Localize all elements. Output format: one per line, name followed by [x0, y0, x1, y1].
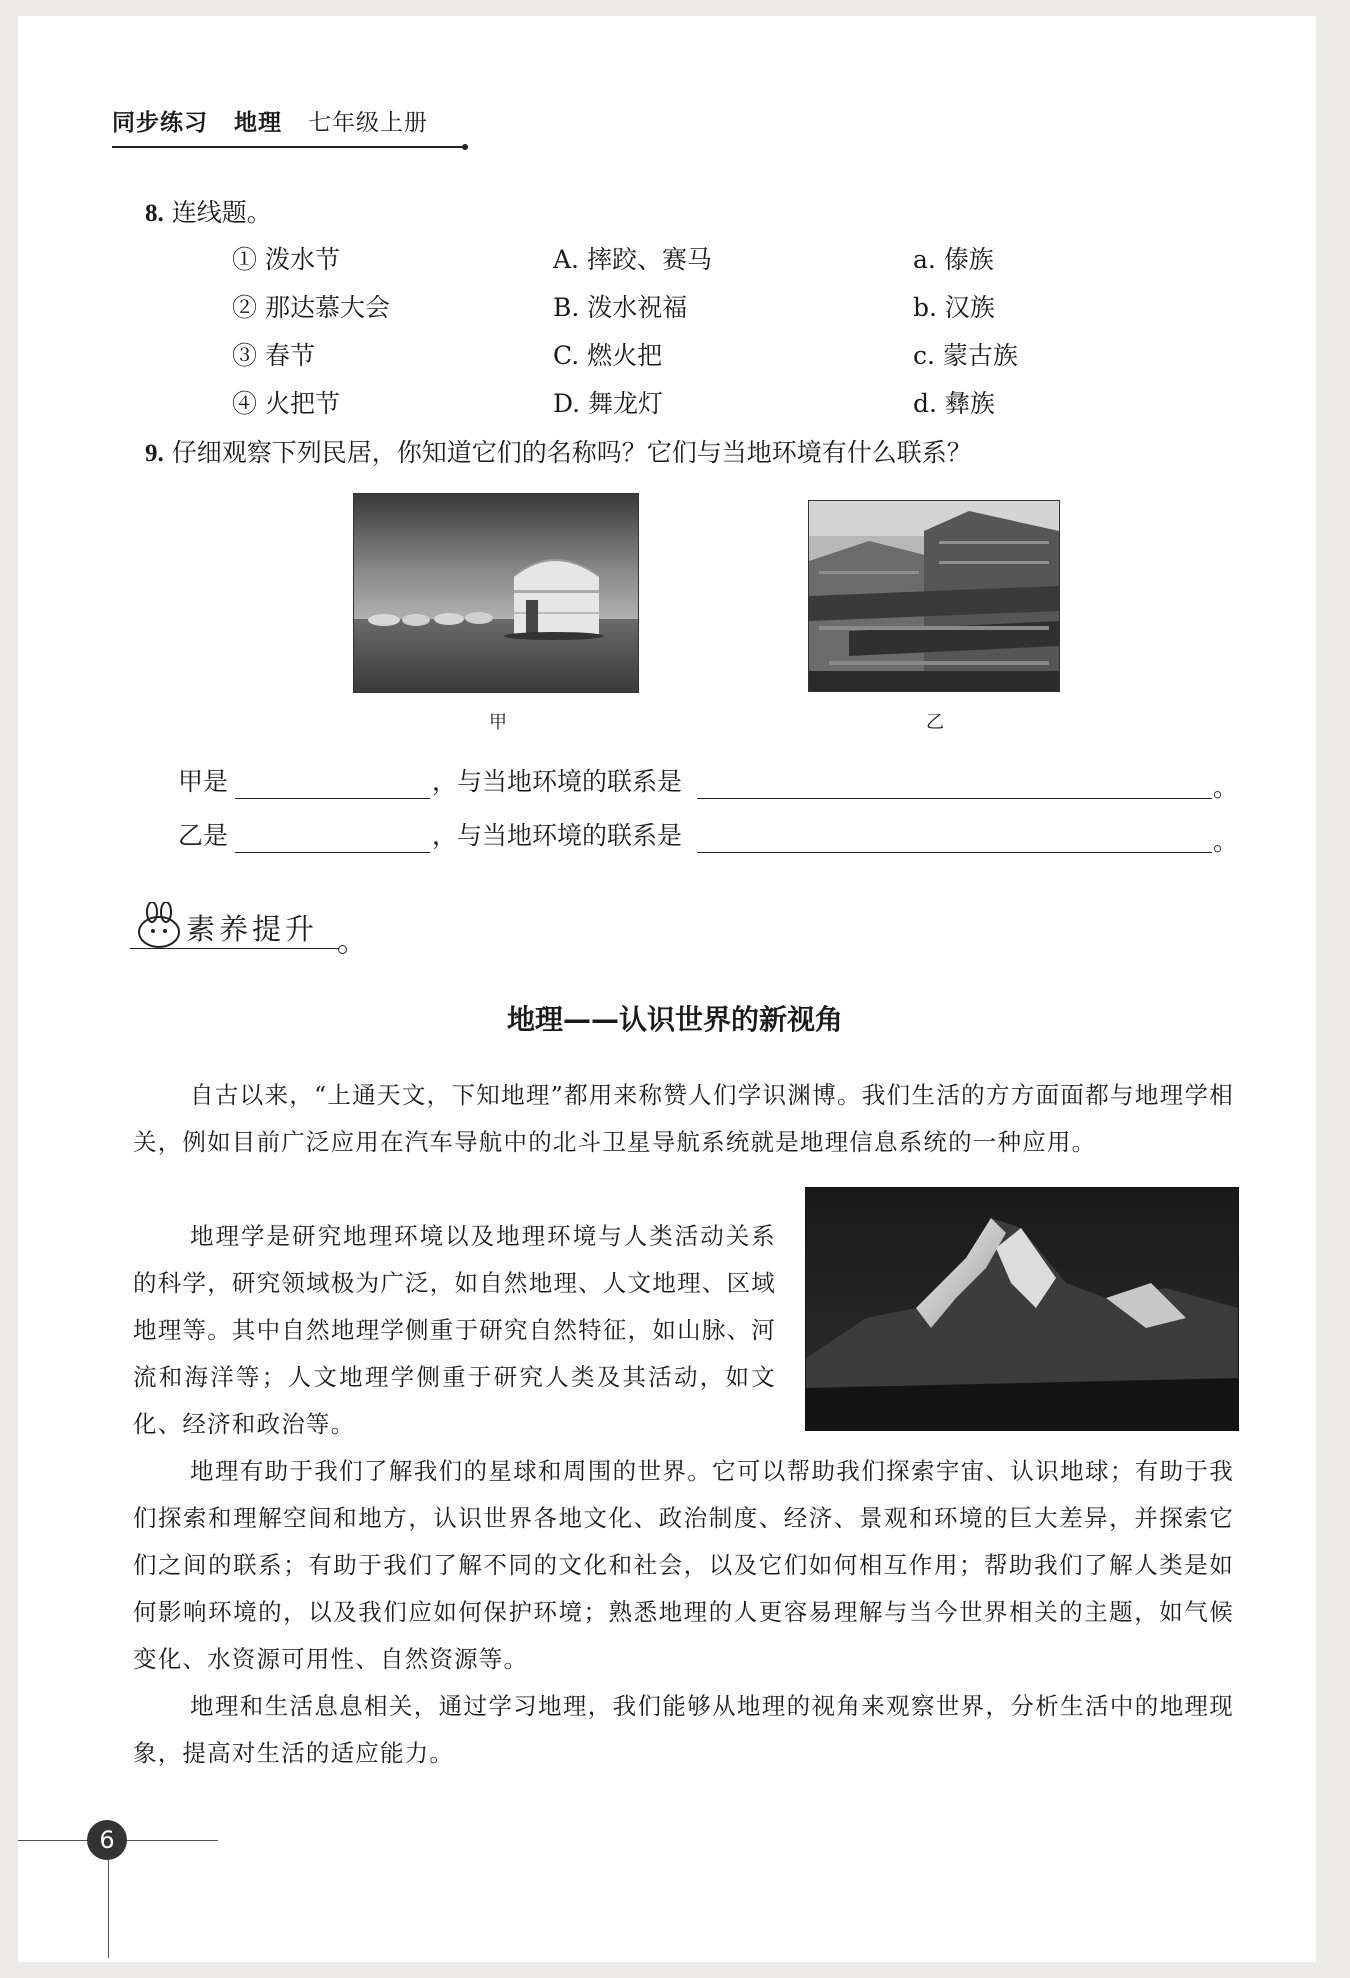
people-item: c. 蒙古族	[913, 341, 1018, 370]
article-paragraph-2: 地理学是研究地理环境以及地理环境与人类活动关系的科学，研究领域极为广泛，如自然地理、人文地理、区域地理等。其中自然地理学侧重于研究自然特征，如山脉、河流和海洋等；人文地理学侧重于研究人类及其活动，如文化、经济和政治等。	[133, 1222, 776, 1438]
header-rule-dot	[462, 144, 468, 150]
answer-a-label: 甲是	[178, 767, 229, 796]
festival-item: ① 泼水节	[232, 245, 340, 274]
footer-vertical-rule	[108, 1858, 109, 1958]
answer-b-label: 乙是	[178, 821, 229, 850]
tulou-photo	[808, 500, 1060, 692]
people-item: d. 彝族	[913, 389, 995, 418]
section-rule	[130, 948, 340, 949]
article-paragraph-3: 地理有助于我们了解我们的星球和周围的世界。它可以帮助我们探索宇宙、认识地球；有助于我们探索和理解空间和地方，认识世界各地文化、政治制度、经济、景观和环境的巨大差异，并探索它们之间的联系；有助于我们了解不同的文化和社会，以及它们如何相互作用；帮助我们了解人类是如何影响环境的，以及我们应如何保护环境；熟悉地理的人更容易理解与当今世界相关的主题，如气候变化、水资源可用性、自然资源等。	[133, 1457, 1234, 1673]
people-item: a. 傣族	[913, 245, 994, 274]
festival-item: ② 那达慕大会	[232, 293, 390, 322]
question-9-text: 仔细观察下列民居，你知道它们的名称吗？它们与当地环境有什么联系？	[171, 438, 972, 467]
header-rule	[112, 146, 464, 148]
answer-a-relation-blank[interactable]	[697, 797, 1212, 799]
mountain-photo	[805, 1187, 1239, 1431]
festival-item: ③ 春节	[232, 341, 315, 370]
page-number: 6	[87, 1820, 127, 1860]
header-grade: 七年级上册	[308, 110, 428, 136]
article-title: 地理——认识世界的新视角	[506, 1003, 843, 1036]
caption-a: 甲	[489, 712, 507, 733]
activity-item: C. 燃火把	[553, 341, 663, 370]
activity-item: D. 舞龙灯	[553, 389, 664, 418]
question-8-number: 8.	[145, 200, 164, 227]
article-paragraph-4: 地理和生活息息相关，通过学习地理，我们能够从地理的视角来观察世界，分析生活中的地理现象，提高对生活的适应能力。	[133, 1692, 1234, 1767]
section-rule-dot	[338, 945, 347, 954]
running-header	[112, 104, 428, 137]
activity-item: A. 摔跤、赛马	[553, 245, 712, 274]
people-item: b. 汉族	[913, 293, 995, 322]
section-title: 素养提升	[186, 912, 319, 946]
answer-a-name-blank[interactable]	[235, 797, 430, 799]
festival-item: ④ 火把节	[232, 389, 340, 418]
question-9-number: 9.	[145, 440, 164, 467]
answer-b-relation-label: ，与当地环境的联系是	[432, 821, 683, 850]
question-8	[145, 193, 272, 229]
answer-b-end: 。	[1213, 827, 1239, 856]
header-subject: 地理	[234, 110, 282, 136]
question-9	[145, 433, 972, 469]
answer-b-relation-blank[interactable]	[697, 851, 1212, 853]
answer-b-name-blank[interactable]	[235, 851, 430, 853]
activity-item: B. 泼水祝福	[553, 293, 688, 322]
answer-a-relation-label: ，与当地环境的联系是	[432, 767, 683, 796]
question-8-text: 连线题。	[171, 198, 272, 227]
yurt-photo	[353, 493, 639, 693]
answer-a-end: 。	[1213, 773, 1239, 802]
article-paragraph-1: 自古以来，“上通天文，下知地理”都用来称赞人们学识渊博。我们生活的方方面面都与地理学相关，例如目前广泛应用在汽车导航中的北斗卫星导航系统就是地理信息系统的一种应用。	[133, 1081, 1234, 1156]
caption-b: 乙	[926, 712, 944, 733]
header-series: 同步练习	[112, 110, 208, 136]
rabbit-icon	[133, 902, 185, 954]
